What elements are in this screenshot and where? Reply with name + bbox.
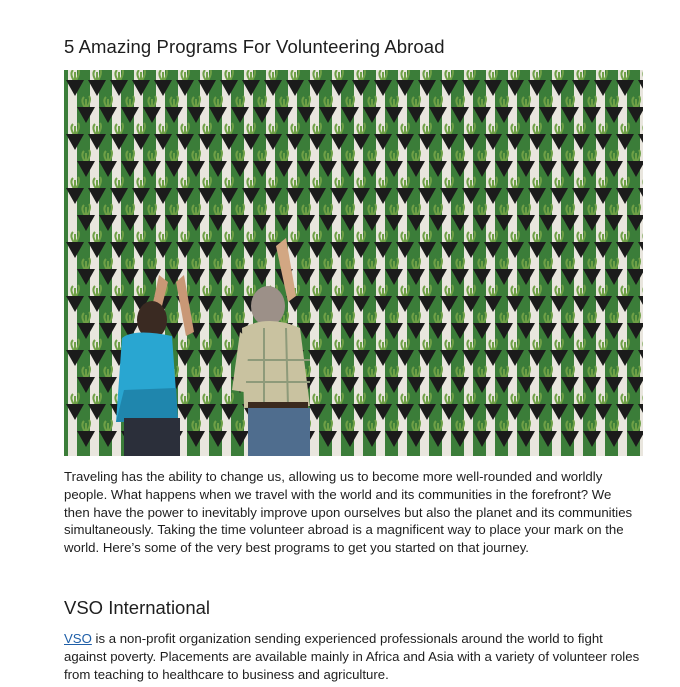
section-heading: VSO International [64,597,211,618]
section-paragraph [64,630,640,683]
section-body-text: is a non-profit organization sending experienced professionals around the world to fight against poverty. Placements are available mainly in Africa and Asia with a variety of volunteer roles from teaching to healthcare to business and agriculture. [64,631,640,682]
intro-paragraph: Traveling has the ability to change us, allowing us to become more well-rounded and worldly people. What happens when we travel with the world and its communities in the forefront? We then have the power to inevitably improve upon ourselves but also the planet and its communities simultaneously. Taking the time volunteer abroad is a magnificent way to place your mark on the world. Here’s some of the very best programs to get you started on that journey. [64,469,633,556]
vso-link[interactable]: VSO [64,631,92,646]
vertical-garden-image [64,70,643,456]
hero-photo [64,70,643,456]
article-title: 5 Amazing Programs For Volunteering Abroad [64,36,445,57]
